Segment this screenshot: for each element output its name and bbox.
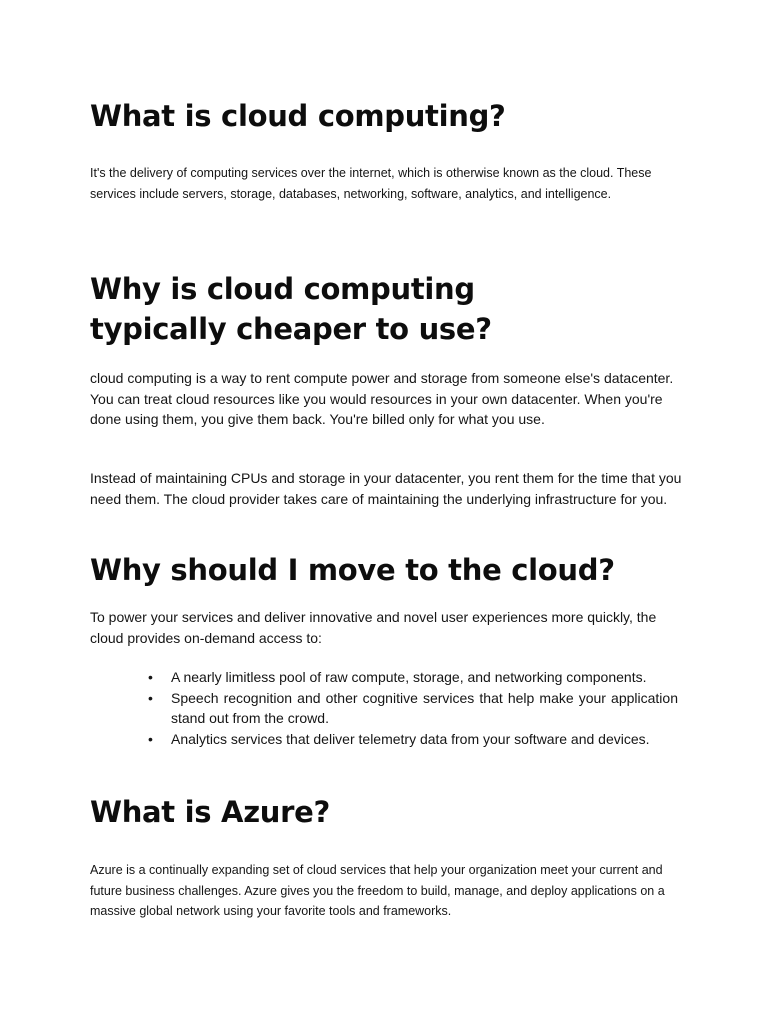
paragraph-cloud-definition: It's the delivery of computing services over the internet, which is otherwise known as the cloud. These services include servers, storage, databases, networking, software, analytics, and intelligence. [90, 166, 652, 201]
benefits-list [148, 667, 678, 749]
paragraph-rent-compute: cloud computing is a way to rent compute power and storage from someone else's datacenter. You can treat cloud resources like you would resources in your own datacenter. When you're done using them, you give them back. You're billed only for what you use. [90, 370, 674, 427]
list-item [148, 667, 678, 688]
list-item [148, 729, 678, 750]
paragraph-azure-definition: Azure is a continually expanding set of cloud services that help your organization meet your current and future business challenges. Azure gives you the freedom to build, manage, and deploy applications on a massive global network using your favorite tools and frameworks. [90, 863, 665, 918]
paragraph-maintaining-cpus: Instead of maintaining CPUs and storage in your datacenter, you rent them for the time that you need them. The cloud provider takes care of maintaining the underlying infrastructure for you. [90, 470, 682, 507]
heading-why-move: Why should I move to the cloud? [90, 553, 615, 587]
bullet-icon: • [148, 689, 153, 706]
heading-why-cheaper: Why is cloud computing typically cheaper to use? [90, 272, 492, 346]
heading-what-is-azure: What is Azure? [90, 795, 331, 829]
bullet-icon: • [148, 730, 153, 747]
list-item-text: Speech recognition and other cognitive services that help make your application stand out from the crowd. [171, 689, 678, 726]
list-item [148, 688, 678, 729]
heading-what-is-cloud-computing: What is cloud computing? [90, 99, 506, 133]
list-item-text: A nearly limitless pool of raw compute, storage, and networking components. [171, 669, 647, 685]
bullet-icon: • [148, 669, 153, 685]
list-item-text: Analytics services that deliver telemetry data from your software and devices. [171, 730, 650, 747]
paragraph-power-services: To power your services and deliver innovative and novel user experiences more quickly, the cloud provides on-demand access to: [90, 609, 657, 646]
